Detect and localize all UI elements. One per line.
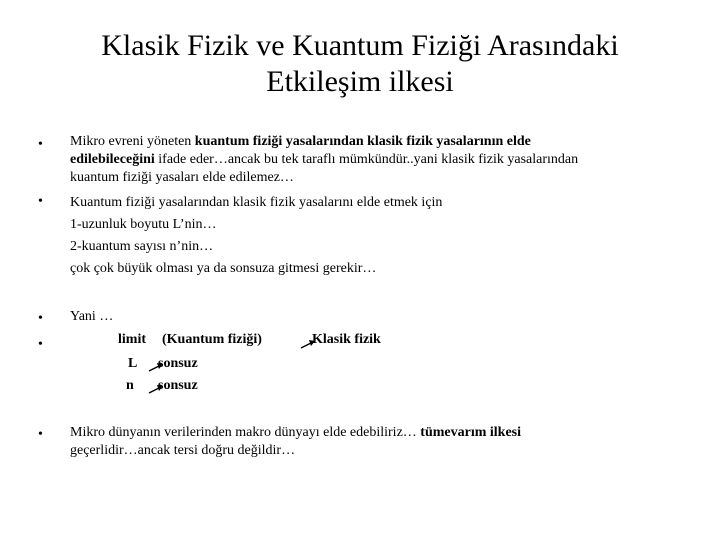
p2-line-4: çok çok büyük olması ya da sonsuza gitmesi gerekir… <box>70 261 377 276</box>
L-variable: L <box>128 356 138 371</box>
paragraph-5 <box>70 424 670 460</box>
p2-line-2: 1-uzunluk boyutu L’nin… <box>70 217 217 232</box>
classical-physics-label: Klasik fizik <box>312 332 381 347</box>
bullet-dot-5: • <box>38 427 43 442</box>
p3-line-1: Yani … <box>70 309 114 324</box>
quantum-physics-label: (Kuantum fiziği) <box>162 332 262 347</box>
p5-bold-b: tümevarım ilkesi <box>420 425 522 440</box>
p5-text-a: Mikro dünyanın verilerinden makro dünyayı elde edebiliriz… <box>70 425 421 440</box>
p1-text-e: kuantum fiziği yasaları elde edilemez… <box>70 170 294 185</box>
title-line-1: Klasik Fizik ve Kuantum Fiziği Arasındaki <box>101 29 619 62</box>
sonsuz-label-2: sonsuz <box>158 378 198 393</box>
sonsuz-label-1: sonsuz <box>158 356 198 371</box>
bullet-dot-1: • <box>38 137 43 152</box>
p2-line-1: Kuantum fiziği yasalarından klasik fizik yasalarını elde etmek için <box>70 195 443 210</box>
p2-line-3: 2-kuantum sayısı n’nin… <box>70 239 214 254</box>
paragraph-2 <box>70 192 670 280</box>
bullet-dot-3: • <box>38 311 43 326</box>
bullet-dot-4: • <box>38 337 43 352</box>
limit-label: limit <box>118 332 146 347</box>
p1-bold-c: edilebileceğini <box>70 152 155 167</box>
p1-text-a: Mikro evreni yöneten <box>70 134 195 149</box>
slide-title <box>40 28 680 100</box>
p1-text-d: ifade eder…ancak bu tek taraflı mümkündür..yani klasik fizik yasalarından <box>154 152 579 167</box>
bullet-dot-2: • <box>38 194 43 209</box>
p1-bold-b: kuantum fiziği yasalarından klasik fizik yasalarının elde <box>194 134 531 149</box>
paragraph-3 <box>70 308 670 326</box>
title-line-2: Etkileşim ilkesi <box>266 65 454 98</box>
paragraph-1 <box>70 133 670 187</box>
p5-text-c: geçerlidir…ancak tersi doğru değildir… <box>70 443 296 458</box>
n-variable: n <box>126 378 134 393</box>
